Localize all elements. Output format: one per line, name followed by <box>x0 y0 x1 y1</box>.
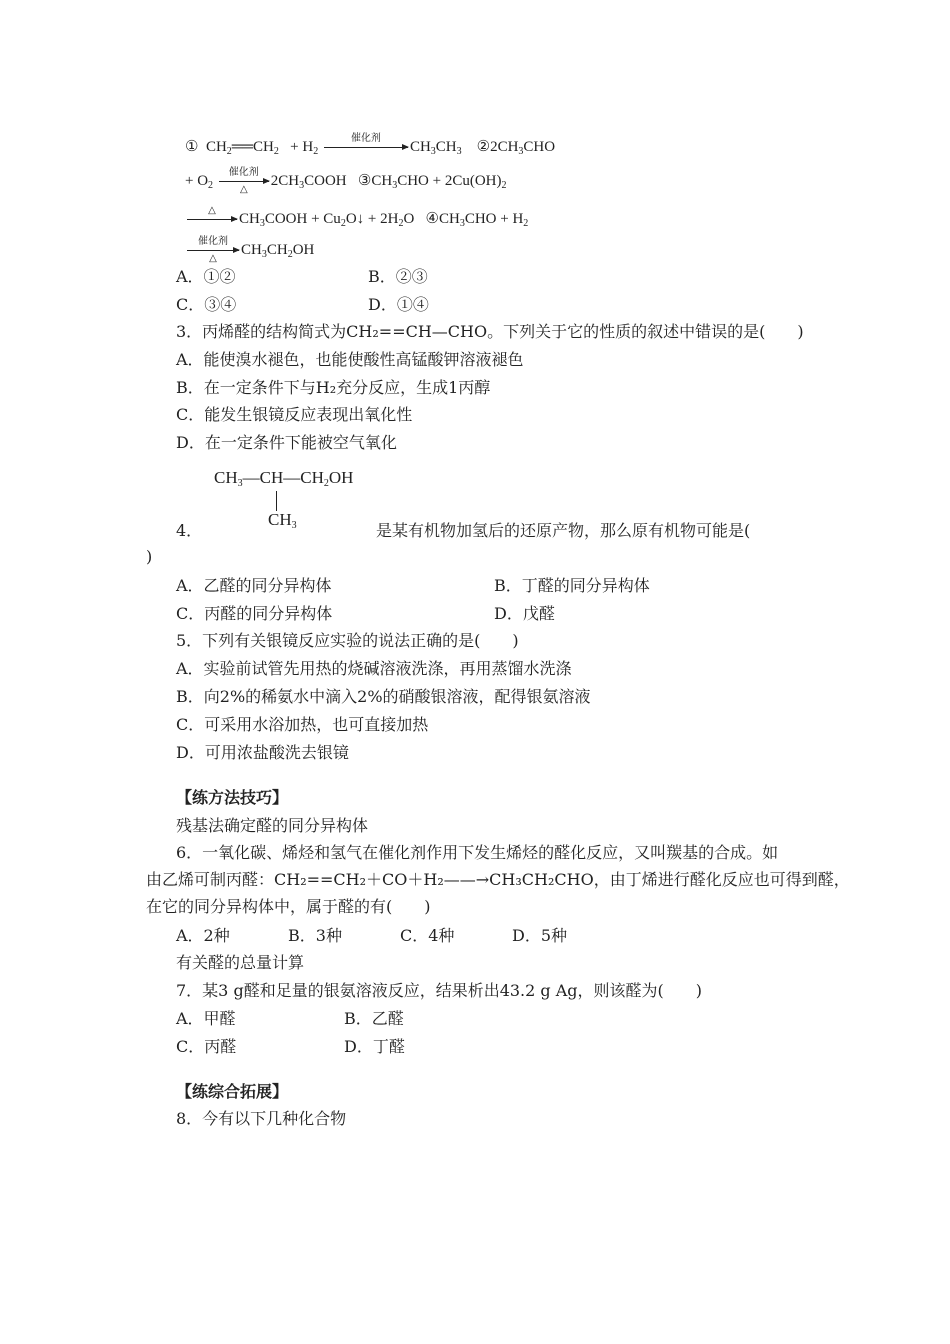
q7-option-a: A．甲醛 <box>176 1009 236 1028</box>
q4-stem: 是某有机物加氢后的还原产物，那么原有机物可能是( <box>376 521 751 540</box>
section-subtitle-total: 有关醛的总量计算 <box>176 953 305 972</box>
q6-line1: 6．一氧化碳、烯烃和氢气在催化剂作用下发生烯烃的醛化反应，又叫羰基的合成。如 <box>176 843 779 862</box>
catalyst-heat-arrow: 催化剂 △ <box>187 250 239 251</box>
q4-number: 4． <box>176 521 203 540</box>
q4-option-d: D．戊醛 <box>494 604 555 623</box>
q7-option-c: C．丙醛 <box>176 1037 237 1056</box>
q6-option-b: B．3种 <box>288 926 342 945</box>
q7-stem: 7．某3 g醛和足量的银氨溶液反应，结果析出43.2 g Ag，则该醛为( ) <box>176 981 703 1000</box>
section-title-methods: 【练方法技巧】 <box>176 788 289 807</box>
q3-option-d: D．在一定条件下能被空气氧化 <box>176 433 397 452</box>
q7-option-b: B．乙醛 <box>344 1009 404 1028</box>
q3-option-b: B．在一定条件下与H₂充分反应，生成1丙醇 <box>176 378 491 397</box>
q5-stem: 5．下列有关银镜反应实验的说法正确的是( ) <box>176 631 519 650</box>
q2-option-b: B．②③ <box>368 267 428 286</box>
q5-option-b: B．向2%的稀氨水中滴入2%的硝酸银溶液，配得银氨溶液 <box>176 687 591 706</box>
structural-formula-branch: $CH_3$ <box>268 510 297 531</box>
q4-option-a: A．乙醛的同分异构体 <box>176 576 332 595</box>
q5-option-a: A．实验前试管先用热的烧碱溶液洗涤，再用蒸馏水洗涤 <box>176 659 572 678</box>
q7-option-d: D．丁醛 <box>344 1037 405 1056</box>
q8-stem: 8．今有以下几种化合物 <box>176 1109 347 1128</box>
q6-line2: 由乙烯可制丙醛：CH₂==CH₂＋CO＋H₂——→CH₃CH₂CHO，由丁烯进行醛化反应也可得到醛， <box>146 870 850 889</box>
catalyst-heat-arrow: 催化剂 △ <box>219 181 269 182</box>
q6-line3: 在它的同分异构体中，属于醛的有( ) <box>146 897 431 916</box>
q5-option-c: C．可采用水浴加热，也可直接加热 <box>176 715 429 734</box>
q4-option-c: C．丙醛的同分异构体 <box>176 604 333 623</box>
q2-option-c: C．③④ <box>176 295 237 314</box>
structural-formula-main: $CH_3—CH—CH_2OH$ <box>214 468 354 489</box>
q2-eq-line3: △ $CH_3COOH$ + $Cu_2O↓ + 2H_2O$ $④CH_3CHO + H_2$ <box>185 208 528 230</box>
heat-arrow: △ <box>187 219 237 220</box>
catalyst-arrow: 催化剂 <box>324 147 408 148</box>
q3-stem: 3．丙烯醛的结构简式为CH₂==CH—CHO。下列关于它的性质的叙述中错误的是( ) <box>176 322 804 341</box>
q4-stem-end: ) <box>146 547 153 566</box>
structural-formula-bond <box>276 491 277 511</box>
q3-option-c: C．能发生银镜反应表现出氧化性 <box>176 405 413 424</box>
q6-option-c: C．4种 <box>400 926 455 945</box>
q6-option-a: A．2种 <box>176 926 230 945</box>
section-title-comprehensive: 【练综合拓展】 <box>176 1082 289 1101</box>
q2-eq-line4: 催化剂 △ $CH_3CH_2OH$ <box>185 239 314 261</box>
q4-option-b: B．丁醛的同分异构体 <box>494 576 650 595</box>
q2-option-d: D．①④ <box>368 295 429 314</box>
section-subtitle-residue: 残基法确定醛的同分异构体 <box>176 816 369 835</box>
q2-eq-line2: + $O_2$ 催化剂 △ $2CH_3COOH$ $③CH_3CHO + 2Cu(OH)_2$ <box>185 167 507 196</box>
q2-option-a: A．①② <box>176 267 236 286</box>
q3-option-a: A．能使溴水褪色，也能使酸性高锰酸钾溶液褪色 <box>176 350 524 369</box>
q6-option-d: D．5种 <box>512 926 568 945</box>
q2-eq-line1: ① $CH_2══CH_2$ + $H_2$ 催化剂 $CH_3CH_3$ $②2CH_3CHO$ <box>185 133 556 157</box>
q5-option-d: D．可用浓盐酸洗去银镜 <box>176 743 349 762</box>
